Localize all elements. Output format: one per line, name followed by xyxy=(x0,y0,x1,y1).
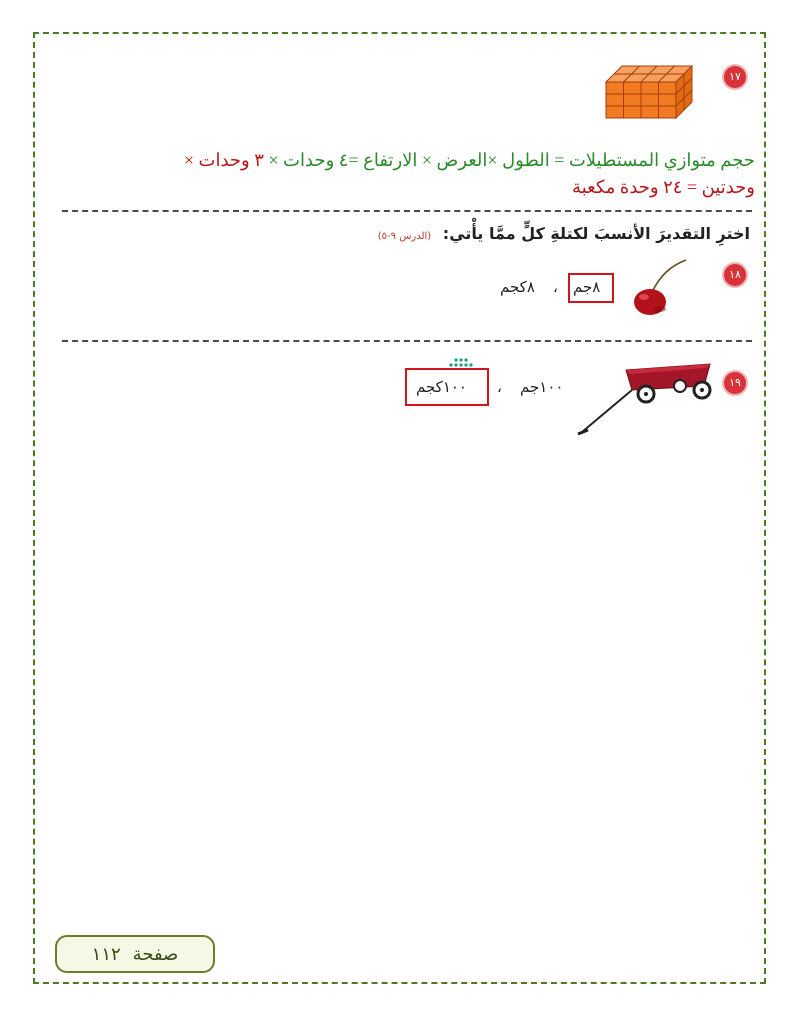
q17-answer-line-1 xyxy=(45,147,755,173)
q19-option-other: ١٠٠جم xyxy=(520,378,564,396)
page-word: صفحة xyxy=(132,943,179,965)
q19-option-selected: ١٠٠كجم xyxy=(416,378,467,396)
page-number-label xyxy=(55,935,215,973)
section-divider-2 xyxy=(62,340,752,342)
q17-answer-line-2: وحدتين = ٢٤ وحدة مكعبة xyxy=(572,177,755,197)
instruction-heading xyxy=(378,224,750,243)
question-17-badge: ١٧ xyxy=(724,66,746,88)
q18-option-other: ٨كجم xyxy=(500,278,535,296)
wagon-image xyxy=(576,356,716,440)
question-19-badge: ١٩ xyxy=(724,372,746,394)
cherry-image xyxy=(630,258,690,316)
instruction-text: اخترِ التقديرَ الأنسبَ لكتلةِ كلٍّ ممَّا يأْتي: xyxy=(442,224,750,243)
watermark-dots xyxy=(430,356,480,370)
lesson-reference: (الدرس ٩-٥) xyxy=(377,231,432,242)
page-number: ١١٢ xyxy=(91,943,121,965)
q17-formula-text: حجم متوازي المستطيلات = الطول ×العرض × الارتفاع =٤ وحدات × xyxy=(263,150,755,170)
q18-option-selected: ٨جم xyxy=(573,278,601,296)
question-18-badge: ١٨ xyxy=(724,264,746,286)
q17-formula-text-red: ٣ وحدات × xyxy=(183,150,264,170)
section-divider-1 xyxy=(62,210,752,212)
rectangular-prism-image xyxy=(602,64,694,120)
q19-separator: ، xyxy=(497,378,502,396)
q18-separator: ، xyxy=(553,278,558,296)
